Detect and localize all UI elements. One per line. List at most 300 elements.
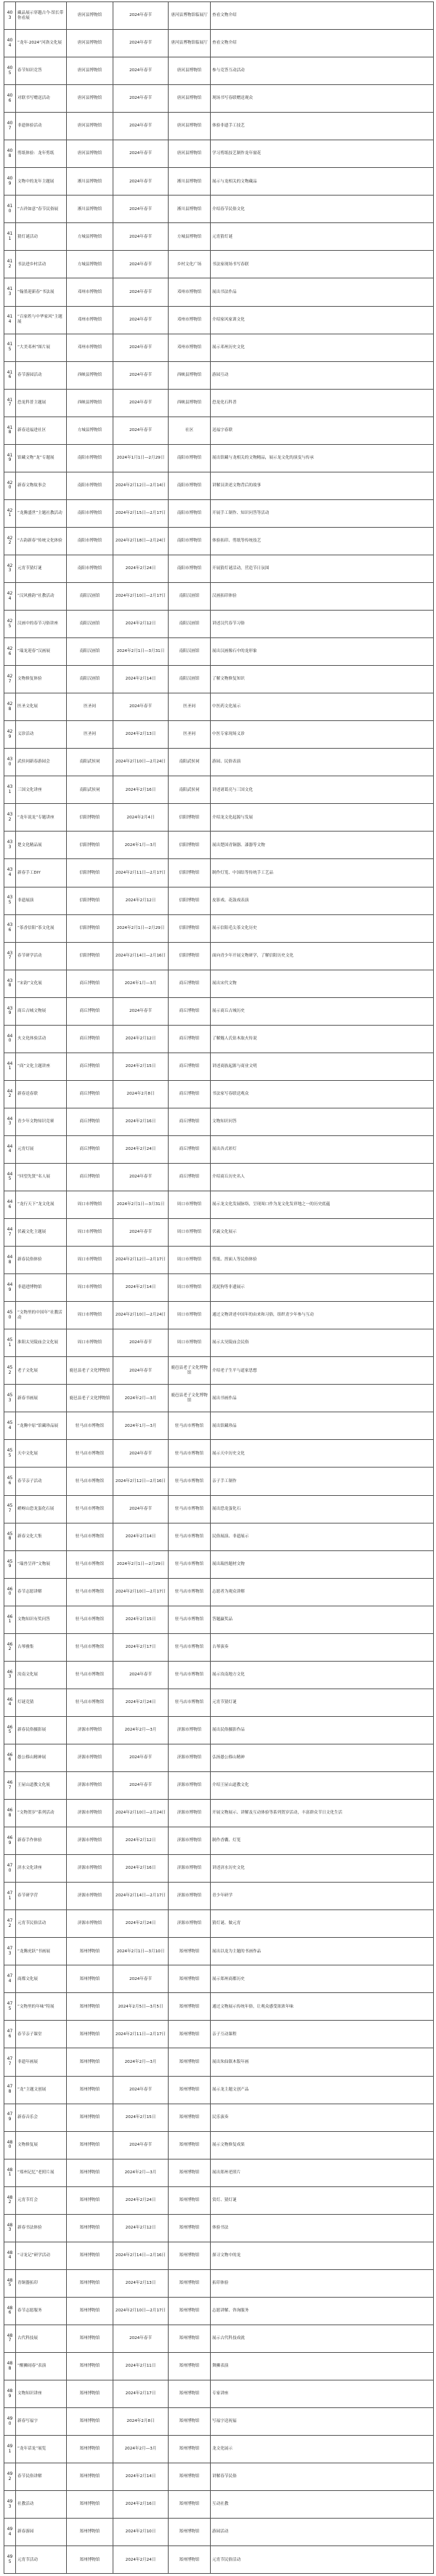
organizer: 商丘博物馆 bbox=[67, 997, 113, 1025]
activity-name: “龙行天下”龙文化展 bbox=[16, 1191, 67, 1219]
row-number: 403 bbox=[4, 2, 16, 30]
table-row bbox=[4, 30, 434, 57]
activity-time: 2024年春节 bbox=[113, 251, 169, 278]
table-row bbox=[4, 1744, 434, 1771]
organizer: 唐河县博物馆 bbox=[67, 2, 113, 30]
activity-place: 驻马店市博物馆 bbox=[169, 1550, 211, 1578]
activity-time: 2024年春节 bbox=[113, 168, 169, 196]
table-row bbox=[4, 1191, 434, 1219]
activity-place: 郑州博物馆 bbox=[169, 2325, 211, 2352]
activity-time: 2024年春节 bbox=[113, 1772, 169, 1800]
activity-place: 邓州市博物馆 bbox=[169, 334, 211, 361]
row-number: 442 bbox=[4, 1080, 16, 1108]
row-number: 477 bbox=[4, 2048, 16, 2076]
activity-place: 社区 bbox=[169, 416, 211, 444]
activity-description: 文物知识问答 bbox=[211, 1108, 434, 1135]
row-number: 412 bbox=[4, 251, 16, 278]
row-number: 423 bbox=[4, 555, 16, 582]
activity-place: 鹿邑县老子文化博物馆 bbox=[169, 1385, 211, 1412]
activity-place: 商丘博物馆 bbox=[169, 1052, 211, 1080]
activity-time: 2024年2月24日 bbox=[113, 1689, 169, 1716]
activity-time: 2024年2月14日 bbox=[113, 1523, 169, 1550]
activity-place: 信阳博物馆 bbox=[169, 859, 211, 887]
activity-time: 2024年2月14日—2月17日 bbox=[113, 1883, 169, 1910]
table-row bbox=[4, 1550, 434, 1578]
organizer: 驻马店市博物馆 bbox=[67, 1689, 113, 1716]
activity-description: 游园、民俗表演 bbox=[211, 749, 434, 776]
row-number: 450 bbox=[4, 1302, 16, 1329]
activity-name: 青少年文物知识竞赛 bbox=[16, 1108, 67, 1135]
organizer: 周口市博物馆 bbox=[67, 1302, 113, 1329]
row-number: 484 bbox=[4, 2242, 16, 2269]
activity-name: 新春游园 bbox=[16, 2519, 67, 2546]
activity-name: 新春送福进社区 bbox=[16, 416, 67, 444]
row-number: 419 bbox=[4, 444, 16, 472]
row-number: 467 bbox=[4, 1772, 16, 1800]
activity-description: 体验拓印、剪纸等传统技艺 bbox=[211, 527, 434, 555]
table-row bbox=[4, 1827, 434, 1855]
organizer: 驻马店市博物馆 bbox=[67, 1412, 113, 1440]
row-number: 439 bbox=[4, 997, 16, 1025]
activity-place: 郑州博物馆 bbox=[169, 2408, 211, 2436]
activity-description: 书法家现场书写春联 bbox=[211, 251, 434, 278]
activity-name: 汉画中的春节习俗讲座 bbox=[16, 611, 67, 638]
table-row bbox=[4, 1910, 434, 1938]
activity-name: “文物贺岁”系列活动 bbox=[16, 1800, 67, 1827]
organizer: 南阳汉画馆 bbox=[67, 582, 113, 610]
activity-description: 民俗展演、非遗展示 bbox=[211, 1523, 434, 1550]
activity-name: 元宵节活动 bbox=[16, 2546, 67, 2574]
activity-place: 驻马店市博物馆 bbox=[169, 1523, 211, 1550]
organizer: 驻马店市博物馆 bbox=[67, 1578, 113, 1606]
activity-name: 新春民俗体验 bbox=[16, 1247, 67, 1274]
activity-name: 新春书画展 bbox=[16, 1385, 67, 1412]
organizer: 郑州博物馆 bbox=[67, 2519, 113, 2546]
activity-place: 郑州博物馆 bbox=[169, 2546, 211, 2574]
organizer: 方城县博物馆 bbox=[67, 251, 113, 278]
organizer: 唐河县博物馆 bbox=[67, 85, 113, 113]
activity-place: 驻马店市博物馆 bbox=[169, 1606, 211, 1633]
table-row bbox=[4, 832, 434, 859]
activity-name: 医圣文化展 bbox=[16, 693, 67, 721]
activity-description: 查看文物介绍 bbox=[211, 2, 434, 30]
table-row bbox=[4, 1440, 434, 1468]
activity-description: 体验书法 bbox=[211, 2214, 434, 2242]
organizer: 郑州博物馆 bbox=[67, 2131, 113, 2159]
activity-time: 2024年2月8日 bbox=[113, 1080, 169, 1108]
row-number: 447 bbox=[4, 1219, 16, 1247]
activity-description: 展示天中历史文化 bbox=[211, 1440, 434, 1468]
row-number: 452 bbox=[4, 1357, 16, 1385]
table-row bbox=[4, 1606, 434, 1633]
table-row bbox=[4, 804, 434, 832]
activity-place: 商丘博物馆 bbox=[169, 1135, 211, 1163]
organizer: 商丘博物馆 bbox=[67, 970, 113, 997]
activity-time: 2024年春节 bbox=[113, 278, 169, 306]
row-number: 458 bbox=[4, 1523, 16, 1550]
organizer: 驻马店市博物馆 bbox=[67, 1523, 113, 1550]
table-row bbox=[4, 1385, 434, 1412]
activity-description: 展示邓州历史文化 bbox=[211, 334, 434, 361]
row-number: 468 bbox=[4, 1800, 16, 1827]
activity-time: 2024年2月15日—2月17日 bbox=[113, 499, 169, 527]
activity-name: 三国文化讲座 bbox=[16, 776, 67, 804]
activity-place: 信阳博物馆 bbox=[169, 804, 211, 832]
row-number: 457 bbox=[4, 1495, 16, 1523]
organizer: 方城县博物馆 bbox=[67, 416, 113, 444]
organizer: 郑州博物馆 bbox=[67, 2021, 113, 2048]
activity-name: 新春送春联 bbox=[16, 1080, 67, 1108]
row-number: 490 bbox=[4, 2408, 16, 2436]
activity-time: 2024年春节 bbox=[113, 389, 169, 416]
activity-place: 周口市博物馆 bbox=[169, 1274, 211, 1302]
row-number: 459 bbox=[4, 1550, 16, 1578]
organizer: 西峡县博物馆 bbox=[67, 361, 113, 389]
activity-description: 了解文物修复知识 bbox=[211, 666, 434, 693]
activity-time: 2024年春节 bbox=[113, 1965, 169, 1993]
row-number: 430 bbox=[4, 749, 16, 776]
row-number: 444 bbox=[4, 1135, 16, 1163]
table-row bbox=[4, 1274, 434, 1302]
table-row bbox=[4, 499, 434, 527]
activity-place: 南阳汉画馆 bbox=[169, 582, 211, 610]
activity-place: 西峡县博物馆 bbox=[169, 361, 211, 389]
table-row bbox=[4, 1135, 434, 1163]
activity-time: 2024年春节 bbox=[113, 1495, 169, 1523]
activity-time: 2024年春节 bbox=[113, 997, 169, 1025]
activity-place: 南阳市博物馆 bbox=[169, 444, 211, 472]
row-number: 460 bbox=[4, 1578, 16, 1606]
activity-description: 展出汉画像石中的龙形象 bbox=[211, 638, 434, 666]
activity-description: 舞狮表演 bbox=[211, 2352, 434, 2380]
organizer: 周口市博物馆 bbox=[67, 1329, 113, 1357]
activity-description: 亲子互动课程 bbox=[211, 2021, 434, 2048]
activity-place: 郑州博物馆 bbox=[169, 2242, 211, 2269]
activity-description: 皮影戏、花鼓戏表演 bbox=[211, 887, 434, 914]
table-row bbox=[4, 776, 434, 804]
organizer: 郑州博物馆 bbox=[67, 2297, 113, 2325]
activity-place: 周口市博物馆 bbox=[169, 1219, 211, 1247]
activity-time: 2024年2月4日 bbox=[113, 804, 169, 832]
activity-description: 展示郑州商都历史 bbox=[211, 1965, 434, 1993]
organizer: 驻马店市博物馆 bbox=[67, 1606, 113, 1633]
activity-name: 新春手工DIY bbox=[16, 859, 67, 887]
activity-time: 2024年2月14日 bbox=[113, 2463, 169, 2491]
activity-name: “商”文化主题讲座 bbox=[16, 1052, 67, 1080]
activity-time: 2024年2月10日—2月24日 bbox=[113, 1800, 169, 1827]
activity-description: 青少年研学 bbox=[211, 1883, 434, 1910]
activity-name: “龙腾虎跃”书画展 bbox=[16, 1938, 67, 1965]
row-number: 475 bbox=[4, 1993, 16, 2021]
organizer: 南阳汉画馆 bbox=[67, 611, 113, 638]
row-number: 449 bbox=[4, 1274, 16, 1302]
table-row bbox=[4, 2076, 434, 2104]
row-number: 427 bbox=[4, 666, 16, 693]
organizer: 郑州博物馆 bbox=[67, 2352, 113, 2380]
activity-description: 元宵猜灯谜 bbox=[211, 223, 434, 251]
table-row bbox=[4, 555, 434, 582]
organizer: 郑州博物馆 bbox=[67, 1993, 113, 2021]
activity-description: 弘扬愚公移山精神 bbox=[211, 1744, 434, 1771]
activity-time: 2024年春节 bbox=[113, 1661, 169, 1689]
activity-time: 2024年春节 bbox=[113, 2325, 169, 2352]
activity-name: “百家姓与中华家风”主题展 bbox=[16, 306, 67, 334]
activity-name: 新春写福字 bbox=[16, 2408, 67, 2436]
row-number: 483 bbox=[4, 2214, 16, 2242]
organizer: 驻马店市博物馆 bbox=[67, 1468, 113, 1495]
activity-name: 武侯祠新春游园会 bbox=[16, 749, 67, 776]
table-row bbox=[4, 1302, 434, 1329]
organizer: 济源市博物馆 bbox=[67, 1800, 113, 1827]
activity-place: 驻马店市博物馆 bbox=[169, 1689, 211, 1716]
table-row bbox=[4, 2159, 434, 2186]
activity-place: 唐河县博物馆临展厅 bbox=[169, 30, 211, 57]
organizer: 南阳武侯祠 bbox=[67, 776, 113, 804]
activity-name: 文物中的龙年主题展 bbox=[16, 168, 67, 196]
activity-description: 介绍春节民俗文化 bbox=[211, 196, 434, 223]
row-number: 437 bbox=[4, 942, 16, 970]
activity-description: 制作灯笼、中国结等传统手工艺品 bbox=[211, 859, 434, 887]
organizer: 西峡县博物馆 bbox=[67, 389, 113, 416]
activity-time: 2024年春节 bbox=[113, 140, 169, 168]
table-row bbox=[4, 1080, 434, 1108]
activity-time: 2024年1月1日—2月29日 bbox=[113, 444, 169, 472]
organizer: 商丘博物馆 bbox=[67, 1025, 113, 1052]
organizer: 信阳博物馆 bbox=[67, 804, 113, 832]
table-row bbox=[4, 1219, 434, 1247]
table-row bbox=[4, 1523, 434, 1550]
row-number: 476 bbox=[4, 2021, 16, 2048]
activity-name: 嵖岈山恐龙蛋化石展 bbox=[16, 1495, 67, 1523]
row-number: 429 bbox=[4, 721, 16, 749]
activity-description: 讲述济水历史文化 bbox=[211, 1855, 434, 1883]
activity-place: 济源市博物馆 bbox=[169, 1883, 211, 1910]
activity-description: 介绍龙文化起源与发展 bbox=[211, 804, 434, 832]
row-number: 414 bbox=[4, 306, 16, 334]
table-row bbox=[4, 1883, 434, 1910]
activity-description: 伏羲文化展示 bbox=[211, 1219, 434, 1247]
activity-time: 2024年2月17日 bbox=[113, 1633, 169, 1661]
organizer: 郑州博物馆 bbox=[67, 2186, 113, 2214]
table-row bbox=[4, 1468, 434, 1495]
activity-place: 商丘博物馆 bbox=[169, 997, 211, 1025]
row-number: 448 bbox=[4, 1247, 16, 1274]
activity-time: 2024年2月14日—2月16日 bbox=[113, 2242, 169, 2269]
organizer: 驻马店市博物馆 bbox=[67, 1661, 113, 1689]
activity-description: 体验非遗手工技艺 bbox=[211, 113, 434, 140]
organizer: 郑州博物馆 bbox=[67, 2076, 113, 2104]
activity-description: 游园活动 bbox=[211, 2519, 434, 2546]
activity-description: 展示与龙相关的文物藏品 bbox=[211, 168, 434, 196]
activity-name: “回望先贤”名人展 bbox=[16, 1163, 67, 1191]
activity-description: 开展猜灯谜活动，营造节日氛围 bbox=[211, 555, 434, 582]
activity-time: 2024年春节 bbox=[113, 334, 169, 361]
organizer: 驻马店市博物馆 bbox=[67, 1440, 113, 1468]
organizer: 商丘博物馆 bbox=[67, 1135, 113, 1163]
organizer: 济源市博物馆 bbox=[67, 1716, 113, 1744]
activity-place: 济源市博物馆 bbox=[169, 1716, 211, 1744]
organizer: 商丘博物馆 bbox=[67, 1163, 113, 1191]
organizer: 周口市博物馆 bbox=[67, 1247, 113, 1274]
organizer: 郑州博物馆 bbox=[67, 2214, 113, 2242]
table-row bbox=[4, 2463, 434, 2491]
activity-description: 展出瑞兽题材文物 bbox=[211, 1550, 434, 1578]
table-row bbox=[4, 2491, 434, 2519]
activity-time: 2024年2月10日—2月17日 bbox=[113, 2297, 169, 2325]
table-row bbox=[4, 2214, 434, 2242]
activity-place: 南阳武侯祠 bbox=[169, 749, 211, 776]
activity-name: 恐龙科普主题展 bbox=[16, 389, 67, 416]
activity-place: 驻马店市博物馆 bbox=[169, 1633, 211, 1661]
organizer: 信阳博物馆 bbox=[67, 887, 113, 914]
row-number: 478 bbox=[4, 2076, 16, 2104]
activity-name: “龙年话龙”展览 bbox=[16, 2436, 67, 2463]
table-row bbox=[4, 1772, 434, 1800]
activity-time: 2024年2月16日 bbox=[113, 2491, 169, 2519]
row-number: 445 bbox=[4, 1163, 16, 1191]
activity-time: 2024年2月1日—3月31日 bbox=[113, 638, 169, 666]
table-row bbox=[4, 1163, 434, 1191]
activity-time: 2024年2月14日—2月16日 bbox=[113, 942, 169, 970]
activity-place: 郑州博物馆 bbox=[169, 2297, 211, 2325]
activity-time: 2024年2月1日—3月10日 bbox=[113, 1938, 169, 1965]
activity-place: 郑州博物馆 bbox=[169, 2519, 211, 2546]
activity-name: 文物修复展 bbox=[16, 2131, 67, 2159]
table-row bbox=[4, 140, 434, 168]
activity-name: “翰墨迎新春”书法展 bbox=[16, 278, 67, 306]
organizer: 济源市博物馆 bbox=[67, 1855, 113, 1883]
row-number: 408 bbox=[4, 140, 16, 168]
row-number: 466 bbox=[4, 1744, 16, 1771]
activity-name: 对联书写赠送活动 bbox=[16, 85, 67, 113]
row-number: 489 bbox=[4, 2380, 16, 2408]
activity-description: 展示商丘古城历史 bbox=[211, 997, 434, 1025]
activity-description: 互动社教 bbox=[211, 2491, 434, 2519]
activity-name: 非遗展演 bbox=[16, 887, 67, 914]
organizer: 信阳博物馆 bbox=[67, 914, 113, 942]
activity-name: “宋韵”文化展 bbox=[16, 970, 67, 997]
activity-name: “茶香信阳”茶文化展 bbox=[16, 914, 67, 942]
organizer: 郑州博物馆 bbox=[67, 2463, 113, 2491]
activity-place: 邓州市博物馆 bbox=[169, 306, 211, 334]
activity-description: 展示汝南地方文化 bbox=[211, 1661, 434, 1689]
activity-time: 2024年春节 bbox=[113, 1329, 169, 1357]
table-row bbox=[4, 887, 434, 914]
row-number: 453 bbox=[4, 1385, 16, 1412]
row-number: 422 bbox=[4, 527, 16, 555]
activity-name: “汉风雅韵”社教活动 bbox=[16, 582, 67, 610]
activity-time: 2024年2月15日 bbox=[113, 2104, 169, 2131]
organizer: 周口市博物馆 bbox=[67, 1219, 113, 1247]
organizer: 济源市博物馆 bbox=[67, 1883, 113, 1910]
organizer: 郑州博物馆 bbox=[67, 1965, 113, 1993]
table-row bbox=[4, 2131, 434, 2159]
activity-name: 非遗体验活动 bbox=[16, 113, 67, 140]
row-number: 406 bbox=[4, 85, 16, 113]
row-number: 469 bbox=[4, 1827, 16, 1855]
organizer: 郑州博物馆 bbox=[67, 2325, 113, 2352]
activity-description: 龙文化展示 bbox=[211, 2436, 434, 2463]
row-number: 464 bbox=[4, 1689, 16, 1716]
activity-place: 唐河县博物馆 bbox=[169, 140, 211, 168]
activity-name: 春节志愿服务 bbox=[16, 2297, 67, 2325]
activity-name: 剪纸体验：龙年剪纸 bbox=[16, 140, 67, 168]
activity-time: 2024年2月16日 bbox=[113, 1855, 169, 1883]
activity-description: 展出书画作品 bbox=[211, 1385, 434, 1412]
organizer: 济源市博物馆 bbox=[67, 1772, 113, 1800]
activity-description: 展出楚国青铜器、漆器等文物 bbox=[211, 832, 434, 859]
row-number: 436 bbox=[4, 914, 16, 942]
activity-description: 通过文物展示传统年俗，让观众感受浓浓年味 bbox=[211, 1993, 434, 2021]
activity-time: 2024年2月16日 bbox=[113, 776, 169, 804]
activity-place: 南阳武侯祠 bbox=[169, 776, 211, 804]
table-row bbox=[4, 1412, 434, 1440]
activity-description: 展出恐龙蛋化石 bbox=[211, 1495, 434, 1523]
activity-place: 郑州博物馆 bbox=[169, 1938, 211, 1965]
table-row bbox=[4, 2048, 434, 2076]
activity-place: 淅川县博物馆 bbox=[169, 168, 211, 196]
organizer: 南阳武侯祠 bbox=[67, 749, 113, 776]
row-number: 479 bbox=[4, 2104, 16, 2131]
activity-time: 2024年2月12日 bbox=[113, 1827, 169, 1855]
activity-time: 2024年2月10日—2月17日 bbox=[113, 582, 169, 610]
activity-time: 2024年2月10日—2月17日 bbox=[113, 1578, 169, 1606]
activity-place: 南阳市博物馆 bbox=[169, 555, 211, 582]
activity-place: 商丘博物馆 bbox=[169, 1080, 211, 1108]
activity-time: 2024年2月—3月 bbox=[113, 2048, 169, 2076]
organizer: 驻马店市博物馆 bbox=[67, 1633, 113, 1661]
table-row bbox=[4, 2519, 434, 2546]
table-row bbox=[4, 2021, 434, 2048]
activity-place: 郑州博物馆 bbox=[169, 2131, 211, 2159]
activity-place: 商丘博物馆 bbox=[169, 970, 211, 997]
activity-description: 介绍家风家训文化 bbox=[211, 306, 434, 334]
table-row bbox=[4, 472, 434, 499]
activity-name: “瑞龙迎春”汉画展 bbox=[16, 638, 67, 666]
activity-place: 郑州博物馆 bbox=[169, 2104, 211, 2131]
activity-description: 展示龙主题文创产品 bbox=[211, 2076, 434, 2104]
table-row bbox=[4, 2, 434, 30]
activity-time: 2024年2月1日—2月29日 bbox=[113, 1550, 169, 1578]
table-row bbox=[4, 334, 434, 361]
activity-time: 2024年2月12日—2月16日 bbox=[113, 1468, 169, 1495]
activity-time: 2024年春节 bbox=[113, 693, 169, 721]
row-number: 465 bbox=[4, 1716, 16, 1744]
activity-name: “龙”主题文创展 bbox=[16, 2076, 67, 2104]
activity-description: 志愿讲解、咨询服务 bbox=[211, 2297, 434, 2325]
activity-name: 商丘古城文物展 bbox=[16, 997, 67, 1025]
activity-place: 驻马店市博物馆 bbox=[169, 1468, 211, 1495]
row-number: 470 bbox=[4, 1855, 16, 1883]
activity-table-sheet bbox=[4, 1, 433, 2575]
activity-time: 2024年2月12日 bbox=[113, 887, 169, 914]
activity-name: “吉祥如意”春节民俗展 bbox=[16, 196, 67, 223]
activity-name: “古韵新春”传统文化体验 bbox=[16, 527, 67, 555]
organizer: 唐河县博物馆 bbox=[67, 30, 113, 57]
activity-time: 2024年2月14日 bbox=[113, 1274, 169, 1302]
activity-place: 乡村文化广场 bbox=[169, 251, 211, 278]
activity-time: 2024年1月—3月 bbox=[113, 832, 169, 859]
organizer: 商丘博物馆 bbox=[67, 1080, 113, 1108]
row-number: 416 bbox=[4, 361, 16, 389]
activity-time: 2024年2月—3月 bbox=[113, 1716, 169, 1744]
activity-time: 2024年春节 bbox=[113, 361, 169, 389]
activity-time: 2024年春节 bbox=[113, 416, 169, 444]
activity-name: 春节亲子活动 bbox=[16, 1468, 67, 1495]
activity-name: 义诊活动 bbox=[16, 721, 67, 749]
activity-place: 唐河县博物馆临展厅 bbox=[169, 2, 211, 30]
row-number: 495 bbox=[4, 2546, 16, 2574]
